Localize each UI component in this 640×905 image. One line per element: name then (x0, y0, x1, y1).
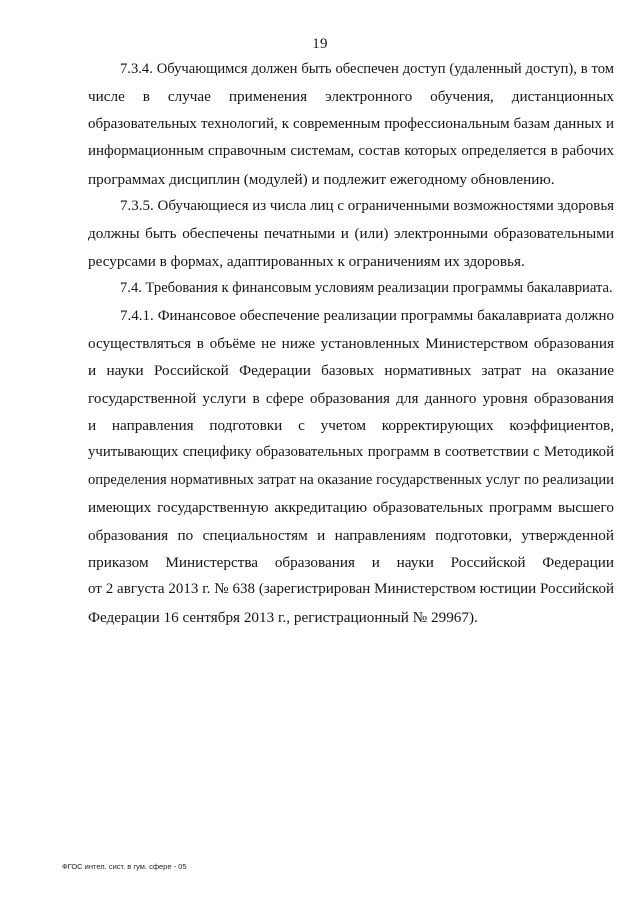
footer-note: ФГОС интел. сист. в гум. сфере - 05 (62, 862, 187, 871)
paragraph-7-4-1-line-2: осуществляться в объёме не ниже установленных Министерством образования (88, 334, 614, 352)
document-body (88, 56, 614, 631)
paragraph-7-3-5-line-1: 7.3.5. Обучающиеся из числа лиц с ограниченными возможностями здоровья (120, 197, 614, 214)
paragraph-7-4-1-line-4: государственной услуги в сфере образования для данного уровня образования (88, 389, 614, 407)
paragraph-7-3-4-line-3: образовательных технологий, к современным профессиональным базам данных и (88, 115, 614, 132)
paragraph-7-4-1-line-3: и науки Российской Федерации базовых нормативных затрат на оказание (88, 362, 614, 380)
paragraph-7-3-4-line-5: программах дисциплин (модулей) и подлежит ежегодному обновлению. (88, 170, 555, 188)
page-number: 19 (312, 36, 328, 52)
paragraph-7-3-5-line-2: должны быть обеспечены печатными и (или) электронными образовательными (88, 225, 614, 243)
paragraph-7-3-5-line-3: ресурсами в формах, адаптированных к ограничениям их здоровья. (88, 252, 525, 270)
paragraph-7-4-1-line-6: учитывающих специфику образовательных программ в соответствии с Методикой (88, 444, 614, 461)
paragraph-7-4-1-line-1: 7.4.1. Финансовое обеспечение реализации программы бакалавриата должно (120, 307, 614, 324)
paragraph-7-4-1-line-5: и направления подготовки с учетом корректирующих коэффициентов, (88, 417, 614, 435)
paragraph-7-3-4-line-2: числе в случае применения электронного обучения, дистанционных (88, 88, 614, 106)
paragraph-7-3-4-line-4: информационным справочным системам, состав которых определяется в рабочих (88, 143, 614, 160)
paragraph-7-4-1-line-12: Федерации 16 сентября 2013 г., регистрационный № 29967). (88, 608, 478, 626)
paragraph-7-4-1-line-8: имеющих государственную аккредитацию образовательных программ высшего (88, 499, 614, 517)
paragraph-7-4-1-line-10: приказом Министерства образования и науки Российской Федерации (88, 554, 614, 572)
section-7-4-heading: 7.4. Требования к финансовым условиям реализации программы бакалавриата. (120, 280, 613, 297)
paragraph-7-4-1-line-9: образования по специальностям и направлениям подготовки, утвержденной (88, 526, 614, 544)
paragraph-7-4-1-line-7: определения нормативных затрат на оказание государственных услуг по реализации (88, 471, 614, 488)
paragraph-7-3-4-line-1: 7.3.4. Обучающимся должен быть обеспечен доступ (удаленный доступ), в том (120, 61, 614, 77)
paragraph-7-4-1-line-11: от 2 августа 2013 г. № 638 (зарегистрирован Министерством юстиции Российской (88, 581, 614, 598)
